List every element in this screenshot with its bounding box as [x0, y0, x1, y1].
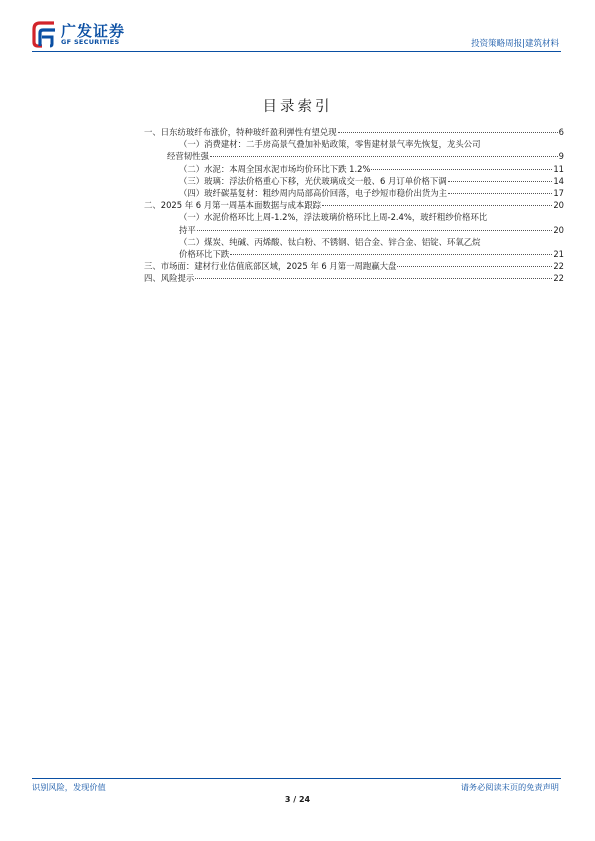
toc-page-number: 14 — [553, 175, 564, 186]
toc-entry-title: （一）消费建材：二手房高景气叠加补贴政策，零售建材景气率先恢复，龙头公司 — [179, 139, 481, 150]
toc-entry[interactable] — [144, 175, 564, 187]
footer-slogan: 识别风险，发现价值 — [32, 782, 106, 792]
page-header — [0, 0, 595, 52]
toc-entry-title: （二）水泥：本周全国水泥市场均价环比下跌 1.2% — [179, 163, 371, 174]
toc-page-number: 11 — [553, 163, 564, 174]
toc-leader-dots — [195, 277, 552, 279]
toc-entry-title: 三、市场面：建材行业估值底部区域，2025 年 6 月第一周跑赢大盘 — [144, 261, 397, 272]
toc-entry-title: （一）水泥价格环比上周-1.2%，浮法玻璃价格环比上周-2.4%，玻纤粗纱价格环比 — [179, 212, 488, 223]
toc-page-number: 9 — [558, 151, 564, 162]
toc-page-number: 21 — [553, 249, 564, 260]
toc-leader-dots — [338, 131, 558, 133]
gf-logo-icon — [32, 20, 58, 48]
toc-leader-dots — [230, 253, 552, 255]
toc-leader-dots — [448, 192, 552, 194]
footer-divider — [32, 778, 561, 779]
footer-disclaimer-note: 请务必阅读末页的免责声明 — [460, 782, 559, 792]
toc-entry[interactable] — [144, 236, 564, 260]
toc-page-number: 17 — [553, 188, 564, 199]
toc-entry-title: （三）玻璃：浮法价格重心下移，光伏玻璃成交一般、6 月订单价格下调 — [179, 175, 447, 186]
toc-title: 目录索引 — [262, 99, 333, 115]
toc-entry[interactable] — [144, 126, 564, 138]
table-of-contents — [144, 126, 564, 285]
toc-entry-title: 二、2025 年 6 月第一周基本面数据与成本跟踪 — [144, 200, 322, 211]
toc-entry-title-continued: 经营韧性强 — [167, 151, 209, 162]
toc-entry-title: （四）玻纤碳基复材：粗纱周内局部高价回落，电子纱短市稳价出货为主 — [179, 188, 447, 199]
header-divider — [32, 51, 561, 52]
toc-entry[interactable] — [144, 272, 564, 284]
toc-page-number: 20 — [553, 200, 564, 211]
logo-english-text: GF SECURITIES — [61, 38, 120, 46]
toc-leader-dots — [397, 265, 552, 267]
toc-leader-dots — [197, 229, 553, 231]
toc-entry-title-continued: 价格环比下跌 — [179, 249, 230, 260]
toc-entry[interactable] — [144, 163, 564, 175]
toc-entry-title: 四、风险提示 — [144, 273, 195, 284]
toc-page-number: 22 — [553, 261, 564, 272]
toc-entry[interactable] — [144, 138, 564, 162]
toc-leader-dots — [322, 204, 552, 206]
toc-entry[interactable] — [144, 187, 564, 199]
toc-page-number: 6 — [558, 127, 564, 137]
toc-entry-title: 一、日东纺玻纤布涨价，特种玻纤盈利弹性有望兑现 — [144, 127, 337, 137]
toc-page-number: 22 — [553, 273, 564, 284]
logo-chinese-text: 广发证券 — [61, 22, 126, 40]
toc-entry[interactable] — [144, 199, 564, 211]
toc-page-number: 20 — [553, 224, 564, 235]
toc-entry[interactable] — [144, 211, 564, 235]
page-number: 3 / 24 — [284, 795, 311, 804]
toc-entry-title-continued: 持平 — [179, 224, 196, 235]
report-type-label: 投资策略周报|建筑材料 — [471, 39, 559, 49]
toc-leader-dots — [371, 168, 552, 170]
toc-entry-title: （二）煤炭、纯碱、丙烯酸、钛白粉、不锈钢、铝合金、锌合金、铝锭、环氧乙烷 — [179, 236, 481, 247]
gf-securities-logo — [32, 20, 132, 50]
toc-entry[interactable] — [144, 260, 564, 272]
toc-leader-dots — [210, 155, 558, 157]
toc-leader-dots — [448, 180, 553, 182]
